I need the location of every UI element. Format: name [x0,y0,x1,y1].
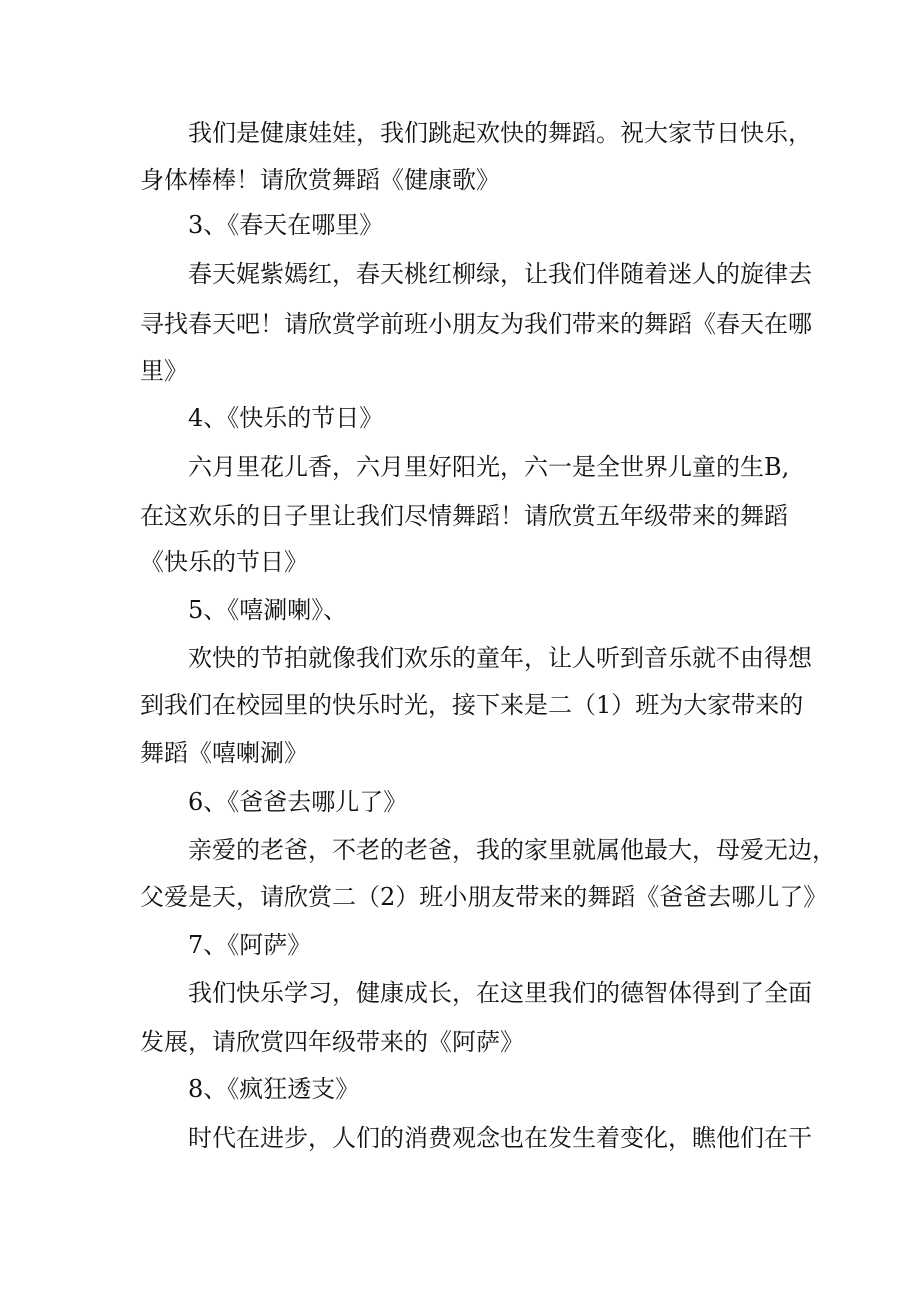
program-item-5-title: 5、《嘻涮喇》、 [188,596,348,624]
paragraph-health-line-2: 身体棒棒！请欣赏舞蹈《健康歌》 [140,166,500,194]
paragraph-rhythm-line-2: 到我们在校园里的快乐时光，接下来是二（1）班为大家带来的 [140,691,804,719]
paragraph-spring-line-3: 里》 [140,357,188,385]
paragraph-asa-line-2: 发展，请欣赏四年级带来的《阿萨》 [140,1028,524,1056]
paragraph-festival-line-1: 六月里花儿香，六月里好阳光，六一是全世界儿童的生B, [188,453,790,481]
paragraph-festival-line-2: 在这欢乐的日子里让我们尽情舞蹈！请欣赏五年级带来的舞蹈 [140,502,788,530]
paragraph-spring-line-1: 春天娓紫嫣红，春天桃红柳绿，让我们伴随着迷人的旋律去 [188,260,812,288]
program-item-8-title: 8、《疯狂透支》 [188,1075,360,1103]
program-item-6-title: 6、《爸爸去哪儿了》 [188,788,408,816]
paragraph-festival-line-3: 《快乐的节日》 [140,548,308,576]
program-item-3-title: 3、《春天在哪里》 [188,211,384,239]
paragraph-rhythm-line-1: 欢快的节拍就像我们欢乐的童年，让人听到音乐就不由得想 [188,644,812,672]
program-item-4-title: 4、《快乐的节日》 [188,404,384,432]
program-item-7-title: 7、《阿萨》 [188,931,312,959]
paragraph-asa-line-1: 我们快乐学习，健康成长，在这里我们的德智体得到了全面 [188,979,812,1007]
paragraph-rhythm-line-3: 舞蹈《嘻喇涮》 [140,739,308,767]
paragraph-health-line-1: 我们是健康娃娃，我们跳起欢快的舞蹈。祝大家节日快乐， [188,119,812,147]
paragraph-spring-line-2: 寻找春天吧！请欣赏学前班小朋友为我们带来的舞蹈《春天在哪 [140,310,812,338]
paragraph-overdraft-line-1: 时代在进步，人们的消费观念也在发生着变化，瞧他们在干 [188,1124,812,1152]
paragraph-dad-line-2: 父爱是天，请欣赏二（2）班小朋友带来的舞蹈《爸爸去哪儿了》 [140,883,828,911]
paragraph-dad-line-1: 亲爱的老爸，不老的老爸，我的家里就属他最大，母爱无边， [188,836,836,864]
